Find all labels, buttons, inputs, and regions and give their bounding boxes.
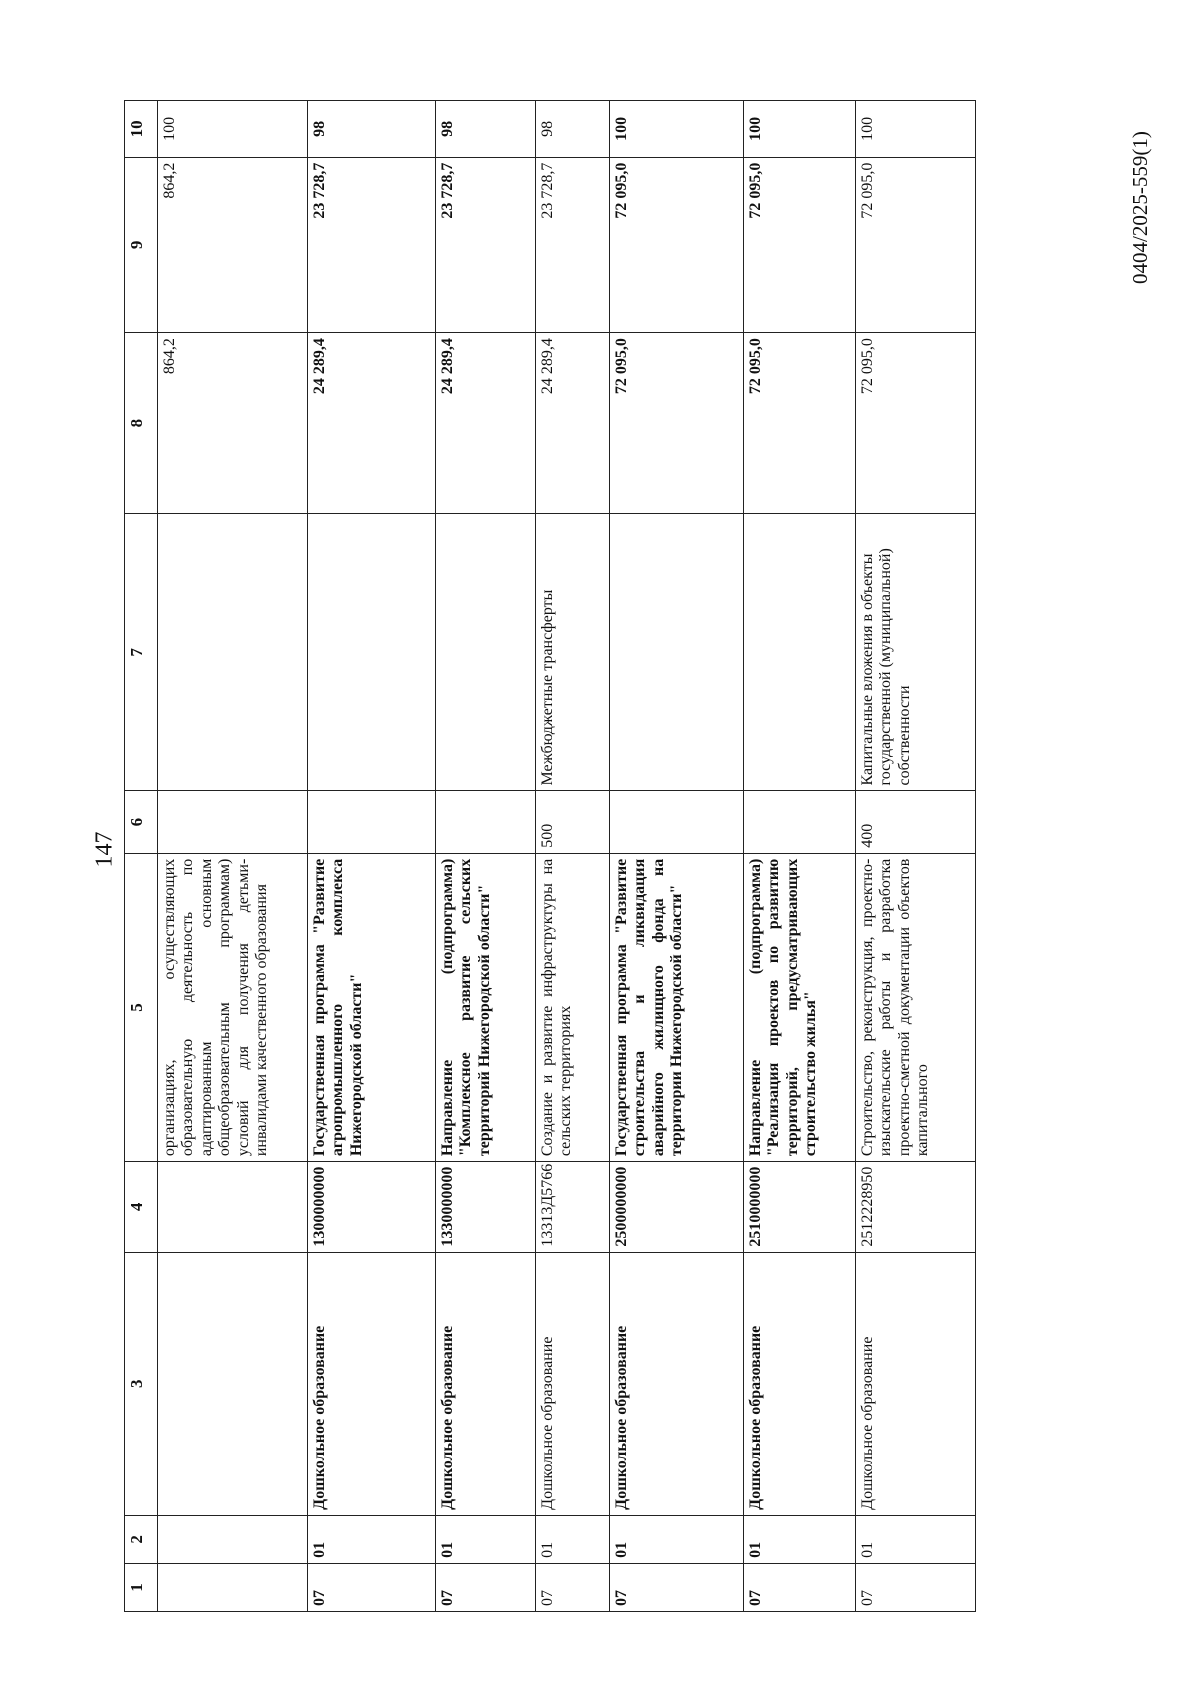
section-cell: 07: [856, 1563, 976, 1611]
execution-percent-cell: 100: [610, 101, 744, 158]
execution-percent-cell: 100: [856, 101, 976, 158]
table-row: [436, 101, 536, 1612]
expense-type-code-cell: [308, 791, 436, 853]
program-name-cell: Государственная программа "Развитие строительства и ликвидация аварийного жилищного фонда на территории Нижегородской области": [610, 853, 744, 1161]
execution-percent-cell: 98: [308, 101, 436, 158]
expense-type-name-cell: Межбюджетные трансферты: [536, 514, 610, 791]
table-row: [610, 101, 744, 1612]
table-body: [158, 101, 976, 1612]
column-header-3: 3: [125, 1252, 158, 1515]
section-cell: 07: [308, 1563, 436, 1611]
budget-table: [124, 100, 976, 1612]
planned-amount-cell: 24 289,4: [308, 333, 436, 514]
program-name-cell: Создание и развитие инфраструктуры на сельских территориях: [536, 853, 610, 1161]
subsection-cell: 01: [856, 1515, 976, 1563]
section-cell: 07: [436, 1563, 536, 1611]
execution-percent-cell: 98: [536, 101, 610, 158]
executed-amount-cell: 72 095,0: [744, 157, 856, 332]
expense-type-name-cell: Капитальные вложения в объекты государственной (муниципальной) собственности: [856, 514, 976, 791]
subsection-cell: 01: [744, 1515, 856, 1563]
expense-type-code-cell: 400: [856, 791, 976, 853]
expense-type-name-cell: [308, 514, 436, 791]
column-header-5: 5: [125, 853, 158, 1161]
expense-type-name-cell: [610, 514, 744, 791]
table-row: [308, 101, 436, 1612]
expense-type-name-cell: [744, 514, 856, 791]
expense-type-code-cell: [744, 791, 856, 853]
subsection-name-cell: Дошкольное образование: [856, 1252, 976, 1515]
planned-amount-cell: 864,2: [158, 333, 308, 514]
subsection-name-cell: Дошкольное образование: [308, 1252, 436, 1515]
column-header-9: 9: [125, 157, 158, 332]
column-header-8: 8: [125, 333, 158, 514]
expense-type-name-cell: [158, 514, 308, 791]
planned-amount-cell: 72 095,0: [744, 333, 856, 514]
subsection-name-cell: Дошкольное образование: [536, 1252, 610, 1515]
execution-percent-cell: 100: [744, 101, 856, 158]
executed-amount-cell: 23 728,7: [308, 157, 436, 332]
target-article-cell: 2510000000: [744, 1162, 856, 1253]
target-article-cell: 2500000000: [610, 1162, 744, 1253]
program-name-cell: Направление (подпрограмма) "Реализация проектов по развитию территорий, предусматривающих строительство жилья": [744, 853, 856, 1161]
column-header-4: 4: [125, 1162, 158, 1253]
table-row: [744, 101, 856, 1612]
program-name-cell: организациях, осуществляющих образовательную деятельность по адаптированным основным общеобразовательным программам) условий для получения детьми-инвалидами качественного образования: [158, 853, 308, 1161]
column-header-1: 1: [125, 1563, 158, 1611]
target-article-cell: 2512228950: [856, 1162, 976, 1253]
column-header-7: 7: [125, 514, 158, 791]
expense-type-code-cell: [610, 791, 744, 853]
subsection-name-cell: [158, 1252, 308, 1515]
expense-type-code-cell: 500: [536, 791, 610, 853]
subsection-cell: 01: [436, 1515, 536, 1563]
target-article-cell: 1300000000: [308, 1162, 436, 1253]
subsection-cell: 01: [308, 1515, 436, 1563]
executed-amount-cell: 72 095,0: [610, 157, 744, 332]
subsection-name-cell: Дошкольное образование: [744, 1252, 856, 1515]
table-row: [158, 101, 308, 1612]
document-code: 0404/2025-559(1): [1128, 131, 1152, 284]
column-header-2: 2: [125, 1515, 158, 1563]
subsection-cell: 01: [536, 1515, 610, 1563]
executed-amount-cell: 864,2: [158, 157, 308, 332]
expense-type-code-cell: [436, 791, 536, 853]
target-article-cell: 1330000000: [436, 1162, 536, 1253]
table-row: [536, 101, 610, 1612]
header-row: [125, 101, 158, 1612]
subsection-name-cell: Дошкольное образование: [610, 1252, 744, 1515]
executed-amount-cell: 23 728,7: [536, 157, 610, 332]
section-cell: [158, 1563, 308, 1611]
column-header-6: 6: [125, 791, 158, 853]
expense-type-code-cell: [158, 791, 308, 853]
subsection-cell: 01: [610, 1515, 744, 1563]
section-cell: 07: [744, 1563, 856, 1611]
planned-amount-cell: 72 095,0: [610, 333, 744, 514]
rotated-table-container: [124, 100, 1084, 1612]
planned-amount-cell: 72 095,0: [856, 333, 976, 514]
table-row: [856, 101, 976, 1612]
subsection-name-cell: Дошкольное образование: [436, 1252, 536, 1515]
page-number: 147: [91, 831, 118, 868]
target-article-cell: [158, 1162, 308, 1253]
execution-percent-cell: 100: [158, 101, 308, 158]
program-name-cell: Строительство, реконструкция, проектно-изыскательские работы и разработка проектно-сметной документации объектов капитального: [856, 853, 976, 1161]
planned-amount-cell: 24 289,4: [436, 333, 536, 514]
expense-type-name-cell: [436, 514, 536, 791]
executed-amount-cell: 23 728,7: [436, 157, 536, 332]
program-name-cell: Направление (подпрограмма) "Комплексное развитие сельских территорий Нижегородской области": [436, 853, 536, 1161]
planned-amount-cell: 24 289,4: [536, 333, 610, 514]
execution-percent-cell: 98: [436, 101, 536, 158]
column-header-10: 10: [125, 101, 158, 158]
target-article-cell: 13313Д5766: [536, 1162, 610, 1253]
executed-amount-cell: 72 095,0: [856, 157, 976, 332]
program-name-cell: Государственная программа "Развитие агропромышленного комплекса Нижегородской области": [308, 853, 436, 1161]
section-cell: 07: [536, 1563, 610, 1611]
subsection-cell: [158, 1515, 308, 1563]
section-cell: 07: [610, 1563, 744, 1611]
